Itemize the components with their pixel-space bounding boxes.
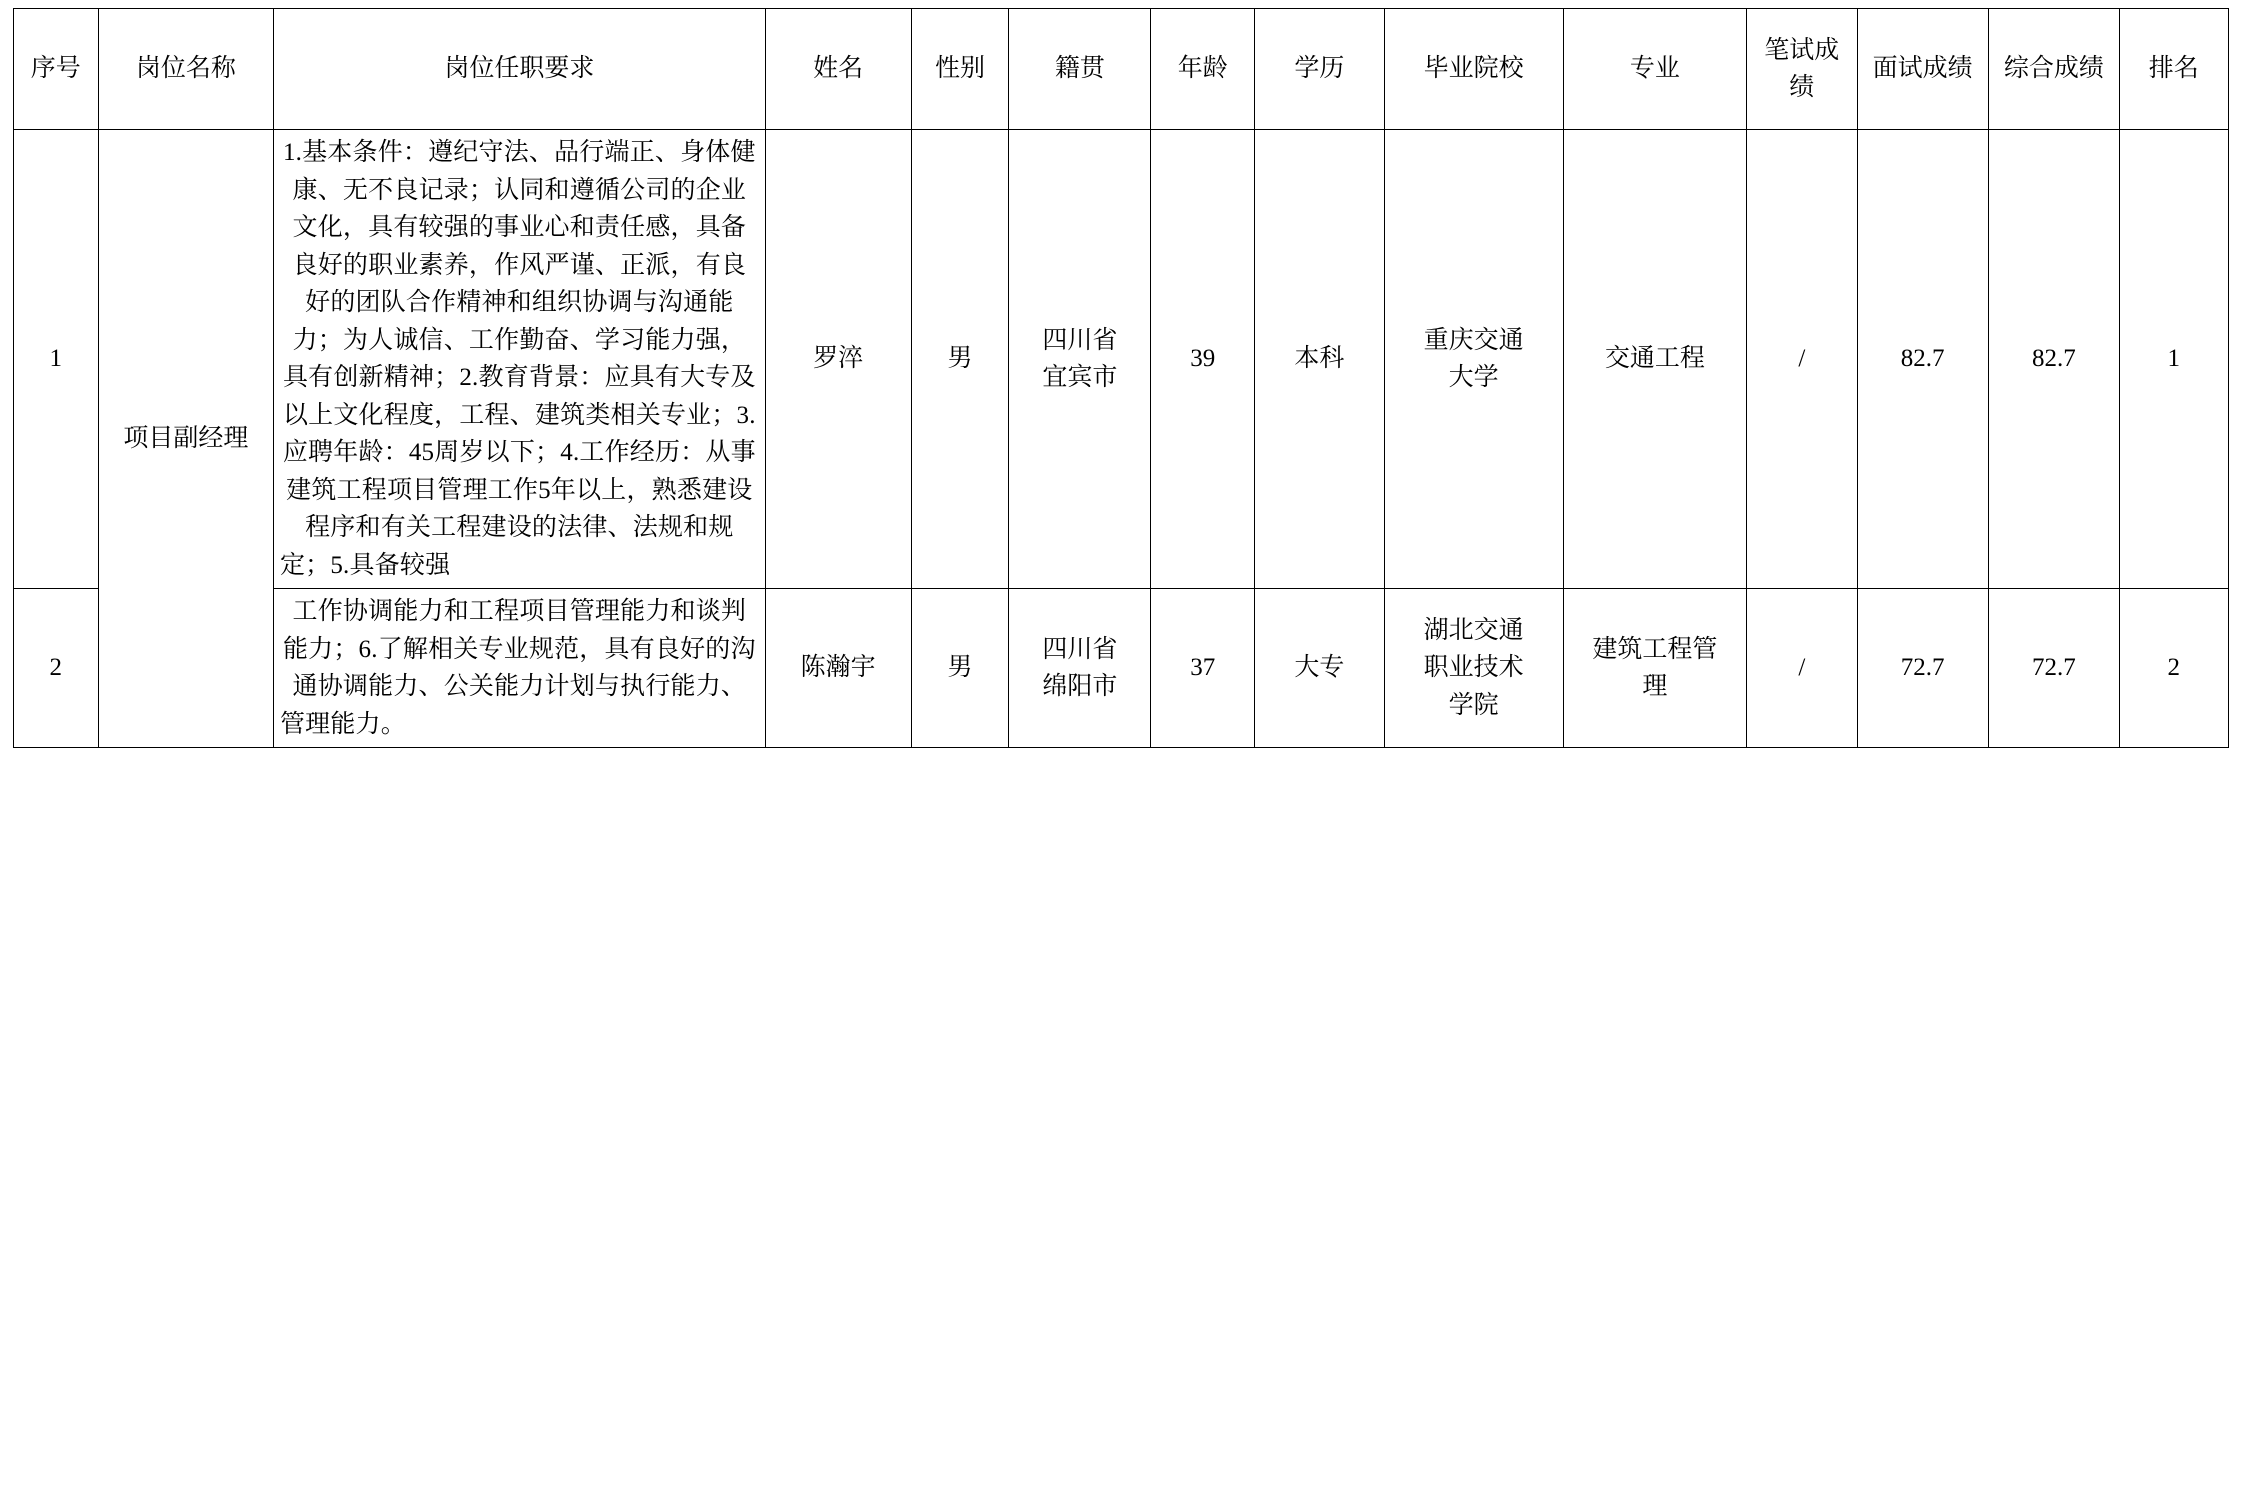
header-rank: 排名 [2120,9,2228,130]
header-school: 毕业院校 [1384,9,1563,130]
header-seq: 序号 [13,9,98,130]
candidate-results-table [13,8,2229,748]
cell-total-score: 82.7 [1988,130,2119,589]
header-age: 年龄 [1151,9,1255,130]
cell-interview-score: 72.7 [1857,589,1988,748]
header-education: 学历 [1255,9,1384,130]
header-requirements: 岗位任职要求 [273,9,765,130]
cell-requirements-top: 1.基本条件：遵纪守法、品行端正、身体健康、无不良记录；认同和遵循公司的企业文化，具有较强的事业心和责任感，具备良好的职业素养，作风严谨、正派，有良好的团队合作精神和组织协调与沟通能力；为人诚信、工作勤奋、学习能力强，具有创新精神；2.教育背景：应具有大专及以上文化程度，工程、建筑类相关专业；3.应聘年龄：45周岁以下；4.工作经历：从事建筑工程项目管理工作5年以上，熟悉建设程序和有关工程建设的法律、法规和规定；5.具备较强 [273,130,765,589]
table-header [13,9,2228,130]
cell-native-place [1009,130,1151,589]
school-line-1: 重庆交通 [1423,326,1524,354]
major-line-2: 理 [1642,673,1668,700]
cell-school [1384,589,1563,748]
cell-native-place [1009,589,1151,748]
cell-age: 39 [1151,130,1255,589]
header-row [13,9,2228,130]
school-line-1: 湖北交通 [1423,616,1524,644]
cell-gender: 男 [911,589,1009,748]
cell-age: 37 [1151,589,1255,748]
native-place-line-1: 四川省 [1042,635,1118,663]
header-major: 专业 [1563,9,1746,130]
cell-education: 本科 [1255,130,1384,589]
cell-education: 大专 [1255,589,1384,748]
cell-written-score: / [1747,130,1857,589]
cell-major [1563,589,1746,748]
cell-name: 陈瀚宇 [765,589,911,748]
table-row [13,589,2228,748]
native-place-line-2: 绵阳市 [1042,673,1118,700]
native-place-line-2: 宜宾市 [1042,364,1118,391]
cell-seq: 1 [13,130,98,589]
cell-total-score: 72.7 [1988,589,2119,748]
header-written-score: 笔试成绩 [1747,9,1857,130]
cell-interview-score: 82.7 [1857,130,1988,589]
header-native-place: 籍贯 [1009,9,1151,130]
cell-rank: 2 [2120,589,2228,748]
cell-gender: 男 [911,130,1009,589]
cell-school [1384,130,1563,589]
school-line-3: 学院 [1448,691,1499,719]
header-name: 姓名 [765,9,911,130]
school-line-2: 大学 [1448,364,1499,391]
table-row [13,130,2228,589]
school-line-2: 职业技术 [1423,654,1524,682]
header-interview-score: 面试成绩 [1857,9,1988,130]
cell-name: 罗淬 [765,130,911,589]
cell-major: 交通工程 [1563,130,1746,589]
native-place-line-1: 四川省 [1042,326,1118,354]
table-body [13,130,2228,748]
cell-requirements-bottom: 工作协调能力和工程项目管理能力和谈判能力；6.了解相关专业规范，具有良好的沟通协调能力、公关能力计划与执行能力、管理能力。 [273,589,765,748]
cell-rank: 1 [2120,130,2228,589]
cell-post-name: 项目副经理 [98,130,273,748]
header-post-name: 岗位名称 [98,9,273,130]
major-line-1: 建筑工程管 [1592,635,1718,663]
cell-seq: 2 [13,589,98,748]
header-gender: 性别 [911,9,1009,130]
header-total-score: 综合成绩 [1988,9,2119,130]
cell-written-score: / [1747,589,1857,748]
